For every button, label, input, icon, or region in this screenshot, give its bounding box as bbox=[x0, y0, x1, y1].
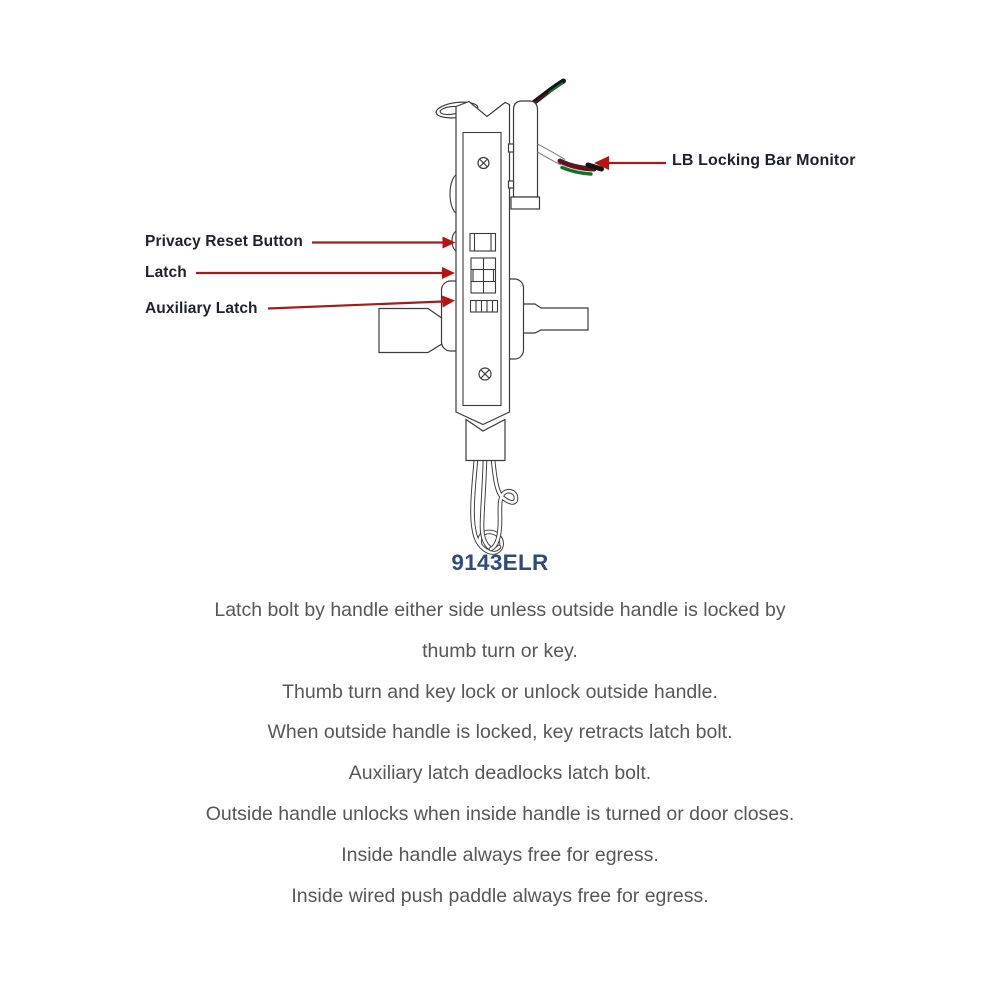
label-privacy-reset-button: Privacy Reset Button bbox=[145, 233, 303, 250]
description-line: Thumb turn and key lock or unlock outside handle. bbox=[282, 680, 718, 703]
lock-body-lower-column bbox=[466, 420, 505, 461]
description-line: Auxiliary latch deadlocks latch bolt. bbox=[348, 762, 652, 785]
description-line: When outside handle is locked, key retracts latch bolt. bbox=[267, 721, 733, 744]
model-number: 9143ELR bbox=[451, 550, 549, 575]
bottom-wire-harness bbox=[473, 459, 516, 553]
function-description bbox=[0, 590, 1000, 916]
label-latch: Latch bbox=[145, 264, 187, 281]
callout-arrow-privacy-reset bbox=[312, 237, 456, 249]
description-line: Latch bolt by handle either side unless outside handle is locked by bbox=[214, 599, 786, 621]
callout-arrow-lb-monitor bbox=[594, 156, 666, 170]
monitor-cable bbox=[538, 144, 602, 174]
outside-lever-handle bbox=[520, 304, 588, 333]
bottom-screw bbox=[479, 368, 491, 380]
description-line: Outside handle unlocks when inside handle is turned or door closes. bbox=[205, 802, 795, 825]
description-line: Inside wired push paddle always free for egress. bbox=[291, 884, 709, 907]
description-line: Inside handle always free for egress. bbox=[341, 843, 659, 866]
label-lb-locking-bar-monitor: LB Locking Bar Monitor bbox=[672, 152, 856, 169]
elr-module bbox=[509, 101, 540, 209]
top-screw bbox=[478, 158, 489, 169]
callout-arrow-auxiliary-latch bbox=[268, 296, 455, 309]
description-line: thumb turn or key. bbox=[422, 639, 578, 662]
callout-arrow-latch bbox=[196, 267, 455, 279]
label-auxiliary-latch: Auxiliary Latch bbox=[145, 300, 258, 317]
